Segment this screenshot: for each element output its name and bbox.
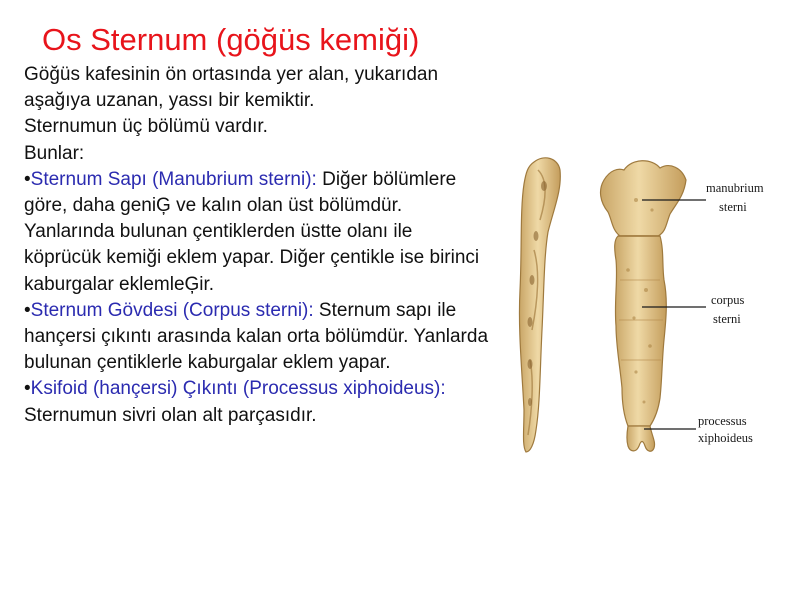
label-manubrium-line1: manubrium xyxy=(706,181,764,195)
bullet-text-manubrium: Diğer bölümlere göre, daha geniĢ ve kalın olan üst bölümdür. Yanlarında bulunan çentiklerden üstte olanı ile köprücük kemiği eklem yapar. Diğer çentikle ise birinci kaburgalar eklemleĢir. xyxy=(24,168,480,295)
manubrium-shape xyxy=(601,161,686,236)
bullet-marker: • xyxy=(24,168,31,190)
label-manubrium-line2: sterni xyxy=(719,200,747,214)
bullet-corpus xyxy=(24,298,494,377)
slide-body xyxy=(24,62,494,429)
sternum-drawing xyxy=(500,140,800,470)
bullet-term-xiphoid: Ksifoid (hançersi) Çıkıntı (Processus xiphoideus): xyxy=(30,378,446,400)
label-corpus-line2: sterni xyxy=(713,312,741,326)
bullet-term-corpus: Sternum Gövdesi (Corpus sterni): xyxy=(30,299,314,321)
bullet-xiphoid xyxy=(24,376,494,428)
bullet-manubrium xyxy=(24,167,494,298)
intro-line-1: Göğüs kafesinin ön ortasında yer alan, yukarıdan aşağıya uzanan, yassı bir kemiktir. xyxy=(24,64,439,112)
bullet-text-corpus: Sternum sapı ile hançersi çıkıntı arasında kalan orta bölümdür. Yanlarda bulunan çentiklerle kaburgalar eklem yapar. xyxy=(24,299,489,374)
label-corpus-line1: corpus xyxy=(711,293,745,307)
label-xiphoid-line2: xiphoideus xyxy=(698,431,753,445)
sternum-illustration xyxy=(500,140,800,470)
label-xiphoid-line1: processus xyxy=(698,414,747,428)
bullet-marker: • xyxy=(24,299,31,321)
corpus-shape xyxy=(615,236,667,426)
sternum-anterior-view xyxy=(601,161,686,451)
intro-line-2: Sternumun üç bölümü vardır. xyxy=(24,116,268,138)
intro-line-3: Bunlar: xyxy=(24,142,85,164)
bullet-marker: • xyxy=(24,378,31,400)
xiphoid-shape xyxy=(627,426,655,451)
bullet-term-manubrium: Sternum Sapı (Manubrium sterni): xyxy=(30,168,317,190)
sternum-lateral-view xyxy=(519,158,560,452)
anatomy-labels xyxy=(698,181,764,445)
slide-title: Os Sternum (göğüs kemiği) xyxy=(42,22,420,57)
bullet-text-xiphoid: Sternumun sivri olan alt parçasıdır. xyxy=(24,404,317,426)
